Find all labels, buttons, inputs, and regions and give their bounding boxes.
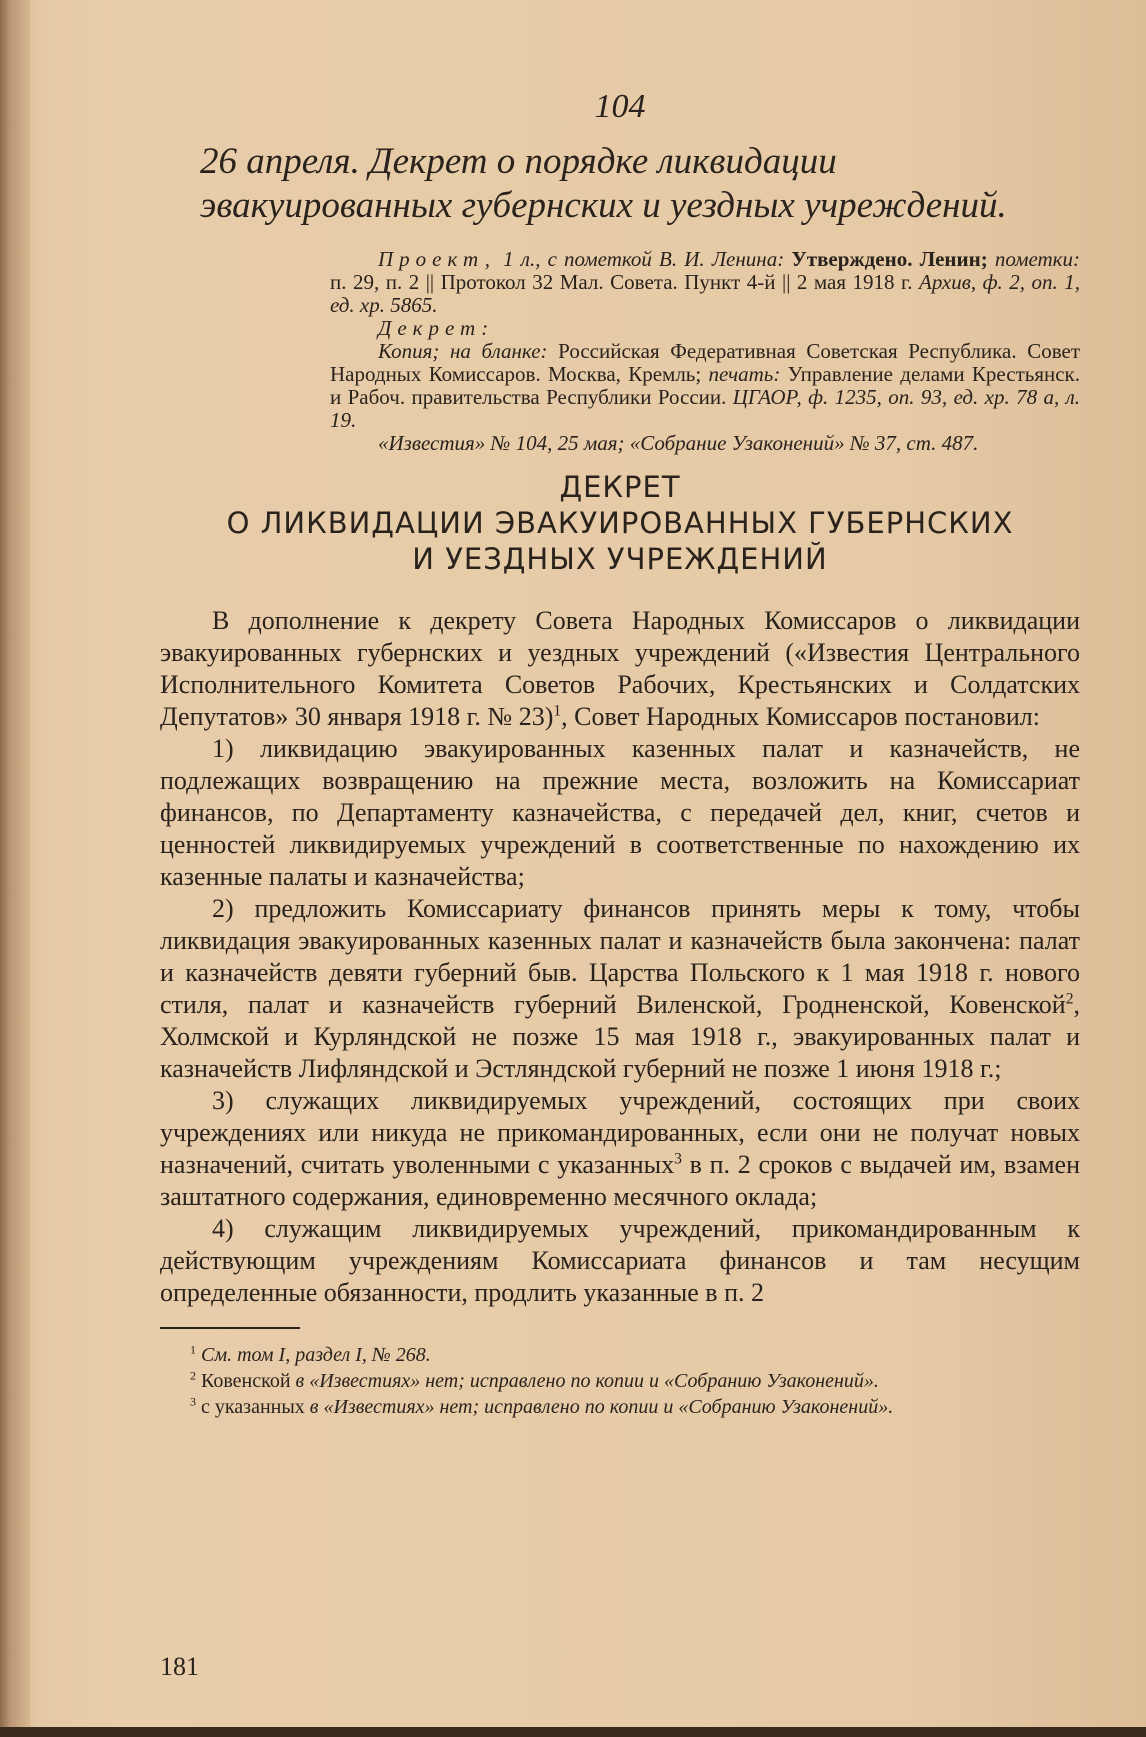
- item-4: 4) служащим ликвидируемых учреждений, прикомандированным к действующим учреждениям Комиссариата финансов и там несущим определенные обязанности, продлить указанные в п. 2: [160, 1214, 1080, 1307]
- item-2: 2) предложить Комиссариату финансов принять меры к тому, чтобы ликвидация эвакуированных казенных палат и казначейств была закончена: палат и казначейств девяти губерний быв. Царства Польского к 1 мая 1918 г. нового стиля, палат и казначейств губерний Виленской, Гродненской, Ковенской$^2$, Холмской и Курляндской не позже 15 мая 1918 г., эвакуированных палат и казначейств Лифляндской и Эстляндской губерний не позже 1 июня 1918 г.;: [160, 894, 1080, 1083]
- source-notes: [330, 248, 1080, 455]
- source-publication: «Известия» № 104, 25 мая; «Собрание Узаконений» № 37, ст. 487.: [378, 431, 979, 455]
- decree-body: [160, 605, 1080, 1309]
- item-3: 3) служащих ликвидируемых учреждений, состоящих при своих учреждениях или никуда не прикомандированных, если они не получат новых назначений, считать уволенными с указанных$^3$ в п. 2 сроков с выдачей им, взамен заштатного содержания, единовременно месячного оклада;: [160, 1086, 1080, 1211]
- title-line-1: ДЕКРЕТ: [559, 470, 681, 504]
- intro-paragraph: В дополнение к декрету Совета Народных Комиссаров о ликвидации эвакуированных губернских и уездных учреждений («Известия Центрального Исполнительного Комитета Советов Рабочих, Крестьянских и Солдатских Депутатов» 30 января 1918 г. № 23)$^1$, Совет Народных Комиссаров постановил:: [160, 606, 1080, 731]
- page-bottom-edge: [0, 1727, 1146, 1737]
- footnote-3: $^3$ с указанных в «Известиях» нет; исправлено по копии и «Собранию Узаконений».: [190, 1394, 894, 1418]
- title-line-3: И УЕЗДНЫХ УЧРЕЖДЕНИЙ: [412, 542, 828, 576]
- footnote-ref-2: 2: [1065, 990, 1074, 1008]
- source-decree-label: Декрет:: [378, 316, 495, 340]
- book-spine: [0, 0, 30, 1737]
- footnotes: [190, 1343, 1080, 1419]
- title-line-2: О ЛИКВИДАЦИИ ЭВАКУИРОВАННЫХ ГУБЕРНСКИХ: [226, 506, 1014, 540]
- document-number: 104: [594, 88, 646, 125]
- footnote-divider: [160, 1327, 300, 1329]
- decree-title: [160, 469, 1080, 577]
- footnote-1: $^1$ См. том I, раздел I, № 268.: [190, 1342, 431, 1366]
- footnote-ref-1: 1: [553, 702, 562, 720]
- footnote-2: $^2$ Ковенской в «Известиях» нет; исправлено по копии и «Собранию Узаконений».: [190, 1368, 879, 1392]
- page-number: 181: [160, 1652, 199, 1681]
- source-copy: Копия; на бланке: Российская Федеративная Советская Республика. Совет Народных Комиссаров. Москва, Кремль; печать: Управление делами Крестьянск. и Рабоч. правительства Республики России. ЦГАОР, ф. 1235, оп. 93, ед. хр. 78 а, л. 19.: [330, 339, 1081, 432]
- document-heading: 26 апреля. Декрет о порядке ликвидации эвакуированных губернских и уездных учреждений.: [200, 141, 1007, 226]
- footnote-ref-3: 3: [674, 1150, 682, 1168]
- source-draft: Проект, 1 л., с пометкой В. И. Ленина: Утверждено. Ленин; пометки: п. 29, п. 2 || Протокол 32 Мал. Совета. Пункт 4-й || 2 мая 1918 г. Архив, ф. 2, оп. 1, ед. хр. 5865.: [330, 247, 1081, 317]
- page-content: [160, 88, 1080, 1421]
- item-1: 1) ликвидацию эвакуированных казенных палат и казначейств, не подлежащих возвращению на прежние места, возложить на Комиссариат финансов, по Департаменту казначейства, с передачей дел, книг, счетов и ценностей ликвидируемых учреждений в соответственные по нахождению их казенные палаты и казначейства;: [160, 734, 1080, 891]
